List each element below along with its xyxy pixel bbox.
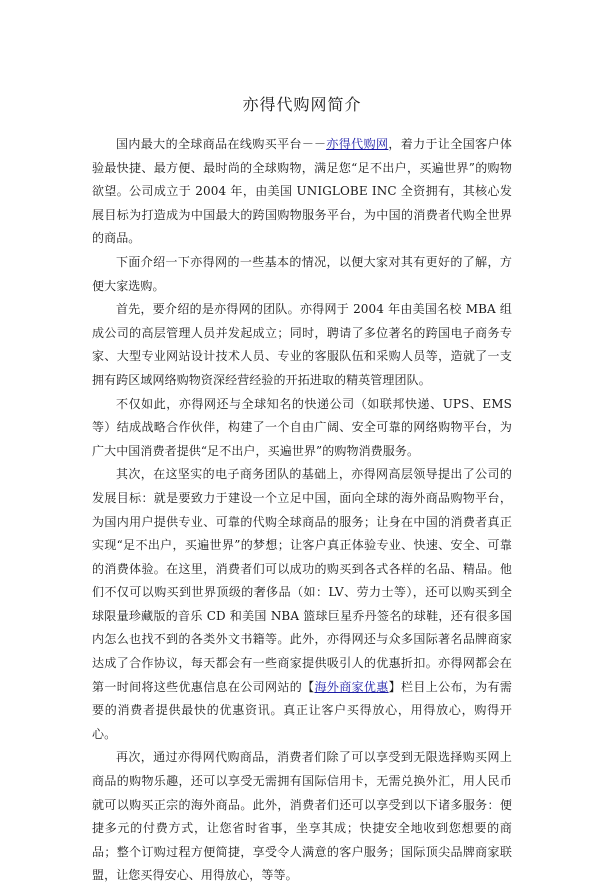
paragraph-services: 再次，通过亦得网代购商品，消费者们除了可以享受到无限选择购买网上商品的购物乐趣，还可以享受无需拥有国际信用卡，无需兑换外汇，用人民币就可以购买正宗的海外商品。此外，消费者们还可以享受到以下诸多服务：便捷多元的付费方式，让您省时省事，坐享其成；快捷安全地收到您想要的商品；整个订购过程方便简捷，享受令人满意的客户服务；国际顶尖品牌商家联盟，让您买得安心、用得放心，等等。 (92, 750, 512, 883)
overseas-deals-link[interactable]: 海外商家优惠 (314, 679, 389, 694)
paragraph-team: 首先，要介绍的是亦得网的团队。亦得网于 2004 年由美国名校 MBA 组成公司的高层管理人员并发起成立；同时，聘请了多位著名的跨国电子商务专家、大型专业网站设计技术人员、专业的客服队伍和采购人员等，造就了一支拥有跨区域网络购物资深经营经验的开拓进取的精英管理团队。 (92, 302, 512, 387)
page-title: 亦得代购网简介 (242, 95, 362, 114)
paragraph-intro (92, 133, 512, 251)
paragraph-goals-rest: 】栏目上公布，为有需要的消费者提供最快的优惠资讯。真正让客户买得放心，用得放心，购得开心。 (92, 679, 512, 741)
paragraph-intro-rest: ，着力于让全国客户体验最快捷、最方便、最时尚的全球购物，满足您“足不出户，买遍世界”的购物欲望。公司成立于 2004 年，由美国 UNIGLOBE INC 全资拥有，其核心发展目标为打造成为中国最大的跨国购物服务平台，为中国的消费者代购全世界的商品。 (92, 137, 512, 246)
paragraph-partners: 不仅如此，亦得网还与全球知名的快递公司（如联邦快递、UPS、EMS 等）结成战略合作伙伴，构建了一个自由广阔、安全可靠的网络购物平台，为广大中国消费者提供“足不出户，买遍世界”的购物消费服务。 (92, 396, 512, 458)
site-link[interactable]: 亦得代购网 (326, 137, 389, 151)
paragraph-goals (92, 463, 512, 746)
paragraph-intro-lead: 国内最大的全球商品在线购买平台－－ (116, 137, 327, 151)
paragraph-overview: 下面介绍一下亦得网的一些基本的情况，以便大家对其有更好的了解，方便大家选购。 (92, 254, 512, 293)
paragraph-goals-lead: 其次，在这坚实的电子商务团队的基础上，亦得网高层领导提出了公司的发展目标：就是要致力于建设一个立足中国，面向全球的海外商品购物平台，为国内用户提供专业、可靠的代购全球商品的服务；让身在中国的消费者真正实现“足不出户，买遍世界”的梦想；让客户真正体验专业、快速、安全、可靠的消费体验。在这里，消费者们可以成功的购买到各式各样的名品、精品。他们不仅可以购买到世界顶级的奢侈品（如：LV、劳力士等），还可以购买到全球限量珍藏版的音乐 CD 和美国 NBA 篮球巨星乔丹签名的球鞋，还有很多国内怎么也找不到的各类外文书籍等。此外，亦得网还与众多国际著名品牌商家达成了合作协议，每天都会有一些商家提供吸引人的优惠折扣。亦得网都会在第一时间将这些优惠信息在公司网站的【 (92, 467, 512, 694)
